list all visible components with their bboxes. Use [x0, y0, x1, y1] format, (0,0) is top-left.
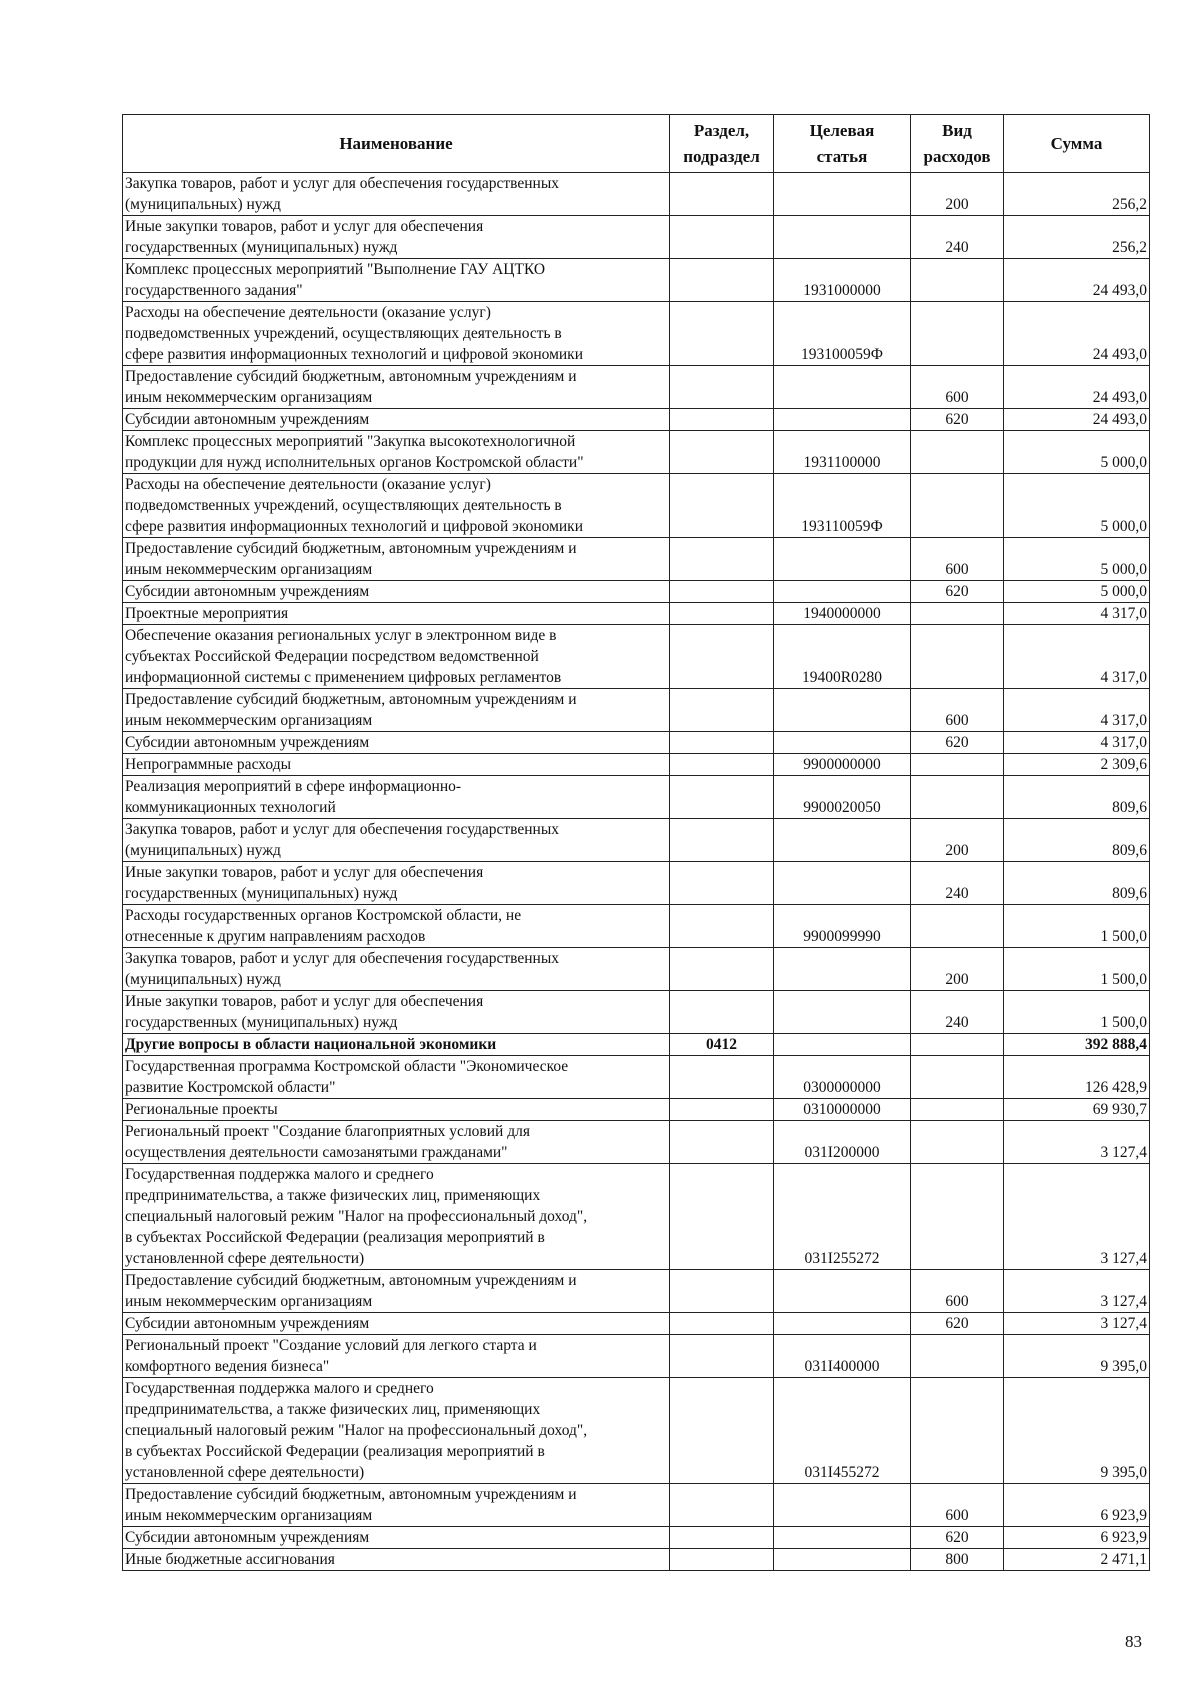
row-name: Иные закупки товаров, работ и услуг для обеспечения государственных (муниципальных) нужд [123, 216, 670, 259]
row-sum: 9 395,0 [1004, 1378, 1150, 1484]
row-sum: 256,2 [1004, 216, 1150, 259]
row-section [670, 474, 774, 538]
table-row [123, 259, 1150, 302]
table-row [123, 366, 1150, 409]
row-name: Субсидии автономным учреждениям [123, 1527, 670, 1549]
row-section [670, 1164, 774, 1270]
row-sum: 4 317,0 [1004, 625, 1150, 689]
row-section [670, 216, 774, 259]
row-target [774, 1484, 911, 1527]
table-row [123, 603, 1150, 625]
header-section: Раздел, подраздел [670, 115, 774, 173]
row-name: Предоставление субсидий бюджетным, автономным учреждениям и иным некоммерческим организациям [123, 366, 670, 409]
header-name: Наименование [123, 115, 670, 173]
row-name: Государственная поддержка малого и среднего предпринимательства, а также физических лиц, применяющих специальный налоговый режим "Налог на профессиональный доход", в субъектах Российской Федерации (реализация мероприятий в установленной сфере деятельности) [123, 1378, 670, 1484]
row-section [670, 819, 774, 862]
row-sum: 809,6 [1004, 819, 1150, 862]
row-target: 0300000000 [774, 1056, 911, 1099]
table-row [123, 1034, 1150, 1056]
row-type: 600 [911, 1270, 1004, 1313]
row-section [670, 1378, 774, 1484]
row-sum: 4 317,0 [1004, 689, 1150, 732]
row-name: Региональный проект "Создание условий для легкого старта и комфортного ведения бизнеса" [123, 1335, 670, 1378]
row-target [774, 1270, 911, 1313]
row-type: 240 [911, 862, 1004, 905]
row-name: Иные бюджетные ассигнования [123, 1549, 670, 1571]
table-row [123, 1484, 1150, 1527]
row-target [774, 1034, 911, 1056]
row-target [774, 538, 911, 581]
row-section [670, 862, 774, 905]
table-row [123, 1270, 1150, 1313]
row-name: Реализация мероприятий в сфере информационно- коммуникационных технологий [123, 776, 670, 819]
row-target [774, 1549, 911, 1571]
row-section [670, 302, 774, 366]
row-section [670, 991, 774, 1034]
row-section [670, 948, 774, 991]
row-section [670, 259, 774, 302]
row-sum: 1 500,0 [1004, 905, 1150, 948]
row-target: 031I200000 [774, 1121, 911, 1164]
table-row [123, 819, 1150, 862]
row-target [774, 991, 911, 1034]
row-type: 200 [911, 819, 1004, 862]
row-type: 620 [911, 732, 1004, 754]
table-row [123, 1056, 1150, 1099]
row-type: 200 [911, 948, 1004, 991]
table-row [123, 625, 1150, 689]
table-row [123, 732, 1150, 754]
row-sum: 1 500,0 [1004, 991, 1150, 1034]
row-sum: 5 000,0 [1004, 538, 1150, 581]
row-section [670, 581, 774, 603]
row-type: 800 [911, 1549, 1004, 1571]
row-sum: 809,6 [1004, 776, 1150, 819]
table-row [123, 1527, 1150, 1549]
row-name: Предоставление субсидий бюджетным, автономным учреждениям и иным некоммерческим организациям [123, 1484, 670, 1527]
row-target [774, 819, 911, 862]
row-target: 9900000000 [774, 754, 911, 776]
row-name: Комплекс процессных мероприятий "Выполнение ГАУ АЦТКО государственного задания" [123, 259, 670, 302]
table-row [123, 862, 1150, 905]
row-type [911, 754, 1004, 776]
row-type [911, 1378, 1004, 1484]
row-name: Региональные проекты [123, 1099, 670, 1121]
table-row [123, 754, 1150, 776]
header-sum: Сумма [1004, 115, 1150, 173]
row-sum: 3 127,4 [1004, 1164, 1150, 1270]
row-sum: 5 000,0 [1004, 581, 1150, 603]
row-target: 19400R0280 [774, 625, 911, 689]
row-type [911, 1056, 1004, 1099]
row-type: 200 [911, 173, 1004, 216]
table-row [123, 538, 1150, 581]
table-row [123, 302, 1150, 366]
row-sum: 2 471,1 [1004, 1549, 1150, 1571]
row-section: 0412 [670, 1034, 774, 1056]
row-name: Другие вопросы в области национальной экономики [123, 1034, 670, 1056]
row-name: Закупка товаров, работ и услуг для обеспечения государственных (муниципальных) нужд [123, 948, 670, 991]
row-name: Субсидии автономным учреждениям [123, 409, 670, 431]
row-target [774, 581, 911, 603]
row-target: 1931100000 [774, 431, 911, 474]
row-sum: 3 127,4 [1004, 1313, 1150, 1335]
row-name: Предоставление субсидий бюджетным, автономным учреждениям и иным некоммерческим организациям [123, 1270, 670, 1313]
budget-table [122, 114, 1150, 1571]
row-name: Иные закупки товаров, работ и услуг для обеспечения государственных (муниципальных) нужд [123, 991, 670, 1034]
row-sum: 6 923,9 [1004, 1484, 1150, 1527]
row-section [670, 1313, 774, 1335]
row-type: 600 [911, 366, 1004, 409]
row-target: 031I455272 [774, 1378, 911, 1484]
row-target [774, 1527, 911, 1549]
row-sum: 3 127,4 [1004, 1270, 1150, 1313]
row-sum: 126 428,9 [1004, 1056, 1150, 1099]
header-type: Вид расходов [911, 115, 1004, 173]
table-row [123, 1335, 1150, 1378]
row-section [670, 431, 774, 474]
row-type [911, 625, 1004, 689]
row-name: Субсидии автономным учреждениям [123, 732, 670, 754]
row-sum: 5 000,0 [1004, 431, 1150, 474]
row-type: 620 [911, 1313, 1004, 1335]
row-sum: 24 493,0 [1004, 409, 1150, 431]
row-name: Закупка товаров, работ и услуг для обеспечения государственных (муниципальных) нужд [123, 819, 670, 862]
row-section [670, 366, 774, 409]
table-row [123, 1099, 1150, 1121]
row-name: Расходы государственных органов Костромской области, не отнесенные к другим направлениям расходов [123, 905, 670, 948]
row-target [774, 862, 911, 905]
row-type [911, 259, 1004, 302]
row-type [911, 1121, 1004, 1164]
row-sum: 2 309,6 [1004, 754, 1150, 776]
row-type [911, 302, 1004, 366]
row-name: Государственная поддержка малого и среднего предпринимательства, а также физических лиц, применяющих специальный налоговый режим "Налог на профессиональный доход", в субъектах Российской Федерации (реализация мероприятий в установленной сфере деятельности) [123, 1164, 670, 1270]
row-sum: 9 395,0 [1004, 1335, 1150, 1378]
row-type [911, 905, 1004, 948]
table-row [123, 1121, 1150, 1164]
table-row [123, 409, 1150, 431]
row-name: Субсидии автономным учреждениям [123, 581, 670, 603]
row-section [670, 1484, 774, 1527]
row-name: Расходы на обеспечение деятельности (оказание услуг) подведомственных учреждений, осуществляющих деятельность в сфере развития информационных технологий и цифровой экономики [123, 474, 670, 538]
table-row [123, 948, 1150, 991]
row-type: 240 [911, 991, 1004, 1034]
row-target: 1931000000 [774, 259, 911, 302]
table-row [123, 905, 1150, 948]
row-section [670, 409, 774, 431]
row-type [911, 431, 1004, 474]
row-type [911, 1335, 1004, 1378]
row-name: Государственная программа Костромской области "Экономическое развитие Костромской области" [123, 1056, 670, 1099]
row-type: 600 [911, 538, 1004, 581]
row-target: 9900099990 [774, 905, 911, 948]
row-name: Проектные мероприятия [123, 603, 670, 625]
row-type: 620 [911, 1527, 1004, 1549]
row-type: 620 [911, 409, 1004, 431]
table-row [123, 216, 1150, 259]
table-row [123, 1164, 1150, 1270]
row-section [670, 603, 774, 625]
row-target: 0310000000 [774, 1099, 911, 1121]
row-section [670, 538, 774, 581]
row-target: 9900020050 [774, 776, 911, 819]
row-section [670, 1335, 774, 1378]
row-target: 031I400000 [774, 1335, 911, 1378]
row-section [670, 1527, 774, 1549]
row-type: 600 [911, 689, 1004, 732]
row-sum: 3 127,4 [1004, 1121, 1150, 1164]
row-name: Непрограммные расходы [123, 754, 670, 776]
table-row [123, 776, 1150, 819]
table-row [123, 474, 1150, 538]
row-name: Иные закупки товаров, работ и услуг для обеспечения государственных (муниципальных) нужд [123, 862, 670, 905]
row-type: 600 [911, 1484, 1004, 1527]
row-sum: 6 923,9 [1004, 1527, 1150, 1549]
table-row [123, 431, 1150, 474]
row-name: Предоставление субсидий бюджетным, автономным учреждениям и иным некоммерческим организациям [123, 538, 670, 581]
row-name: Обеспечение оказания региональных услуг в электронном виде в субъектах Российской Федерации посредством ведомственной информационной системы с применением цифровых регламентов [123, 625, 670, 689]
row-section [670, 1270, 774, 1313]
row-target [774, 366, 911, 409]
table-header-row [123, 115, 1150, 173]
row-type [911, 474, 1004, 538]
row-type [911, 1099, 1004, 1121]
row-name: Субсидии автономным учреждениям [123, 1313, 670, 1335]
row-sum: 1 500,0 [1004, 948, 1150, 991]
row-section [670, 732, 774, 754]
row-section [670, 689, 774, 732]
table-row [123, 173, 1150, 216]
table-row [123, 1378, 1150, 1484]
row-section [670, 1549, 774, 1571]
row-name: Расходы на обеспечение деятельности (оказание услуг) подведомственных учреждений, осуществляющих деятельность в сфере развития информационных технологий и цифровой экономики [123, 302, 670, 366]
row-target: 031I255272 [774, 1164, 911, 1270]
table-row [123, 689, 1150, 732]
row-sum: 256,2 [1004, 173, 1150, 216]
row-type [911, 1164, 1004, 1270]
row-target: 193110059Ф [774, 474, 911, 538]
row-sum: 392 888,4 [1004, 1034, 1150, 1056]
row-sum: 24 493,0 [1004, 259, 1150, 302]
table-row [123, 1549, 1150, 1571]
page-number: 83 [1125, 1632, 1142, 1651]
row-target [774, 409, 911, 431]
row-section [670, 1099, 774, 1121]
row-section [670, 754, 774, 776]
row-section [670, 173, 774, 216]
row-section [670, 1121, 774, 1164]
row-sum: 69 930,7 [1004, 1099, 1150, 1121]
table-row [123, 581, 1150, 603]
row-target [774, 948, 911, 991]
row-target: 193100059Ф [774, 302, 911, 366]
row-sum: 24 493,0 [1004, 366, 1150, 409]
row-name: Закупка товаров, работ и услуг для обеспечения государственных (муниципальных) нужд [123, 173, 670, 216]
row-target [774, 216, 911, 259]
row-target [774, 689, 911, 732]
row-target [774, 732, 911, 754]
header-target: Целевая статья [774, 115, 911, 173]
table-row [123, 1313, 1150, 1335]
row-sum: 4 317,0 [1004, 732, 1150, 754]
row-target [774, 173, 911, 216]
row-sum: 4 317,0 [1004, 603, 1150, 625]
table-body [123, 173, 1150, 1571]
row-section [670, 1056, 774, 1099]
row-target [774, 1313, 911, 1335]
row-sum: 24 493,0 [1004, 302, 1150, 366]
row-section [670, 905, 774, 948]
row-type [911, 603, 1004, 625]
row-target: 1940000000 [774, 603, 911, 625]
row-name: Предоставление субсидий бюджетным, автономным учреждениям и иным некоммерческим организациям [123, 689, 670, 732]
row-sum: 5 000,0 [1004, 474, 1150, 538]
row-name: Комплекс процессных мероприятий "Закупка высокотехнологичной продукции для нужд исполнительных органов Костромской области" [123, 431, 670, 474]
row-type [911, 776, 1004, 819]
table-row [123, 991, 1150, 1034]
row-type: 620 [911, 581, 1004, 603]
row-sum: 809,6 [1004, 862, 1150, 905]
row-type [911, 1034, 1004, 1056]
row-name: Региональный проект "Создание благоприятных условий для осуществления деятельности самозанятыми гражданами" [123, 1121, 670, 1164]
row-section [670, 625, 774, 689]
row-type: 240 [911, 216, 1004, 259]
row-section [670, 776, 774, 819]
